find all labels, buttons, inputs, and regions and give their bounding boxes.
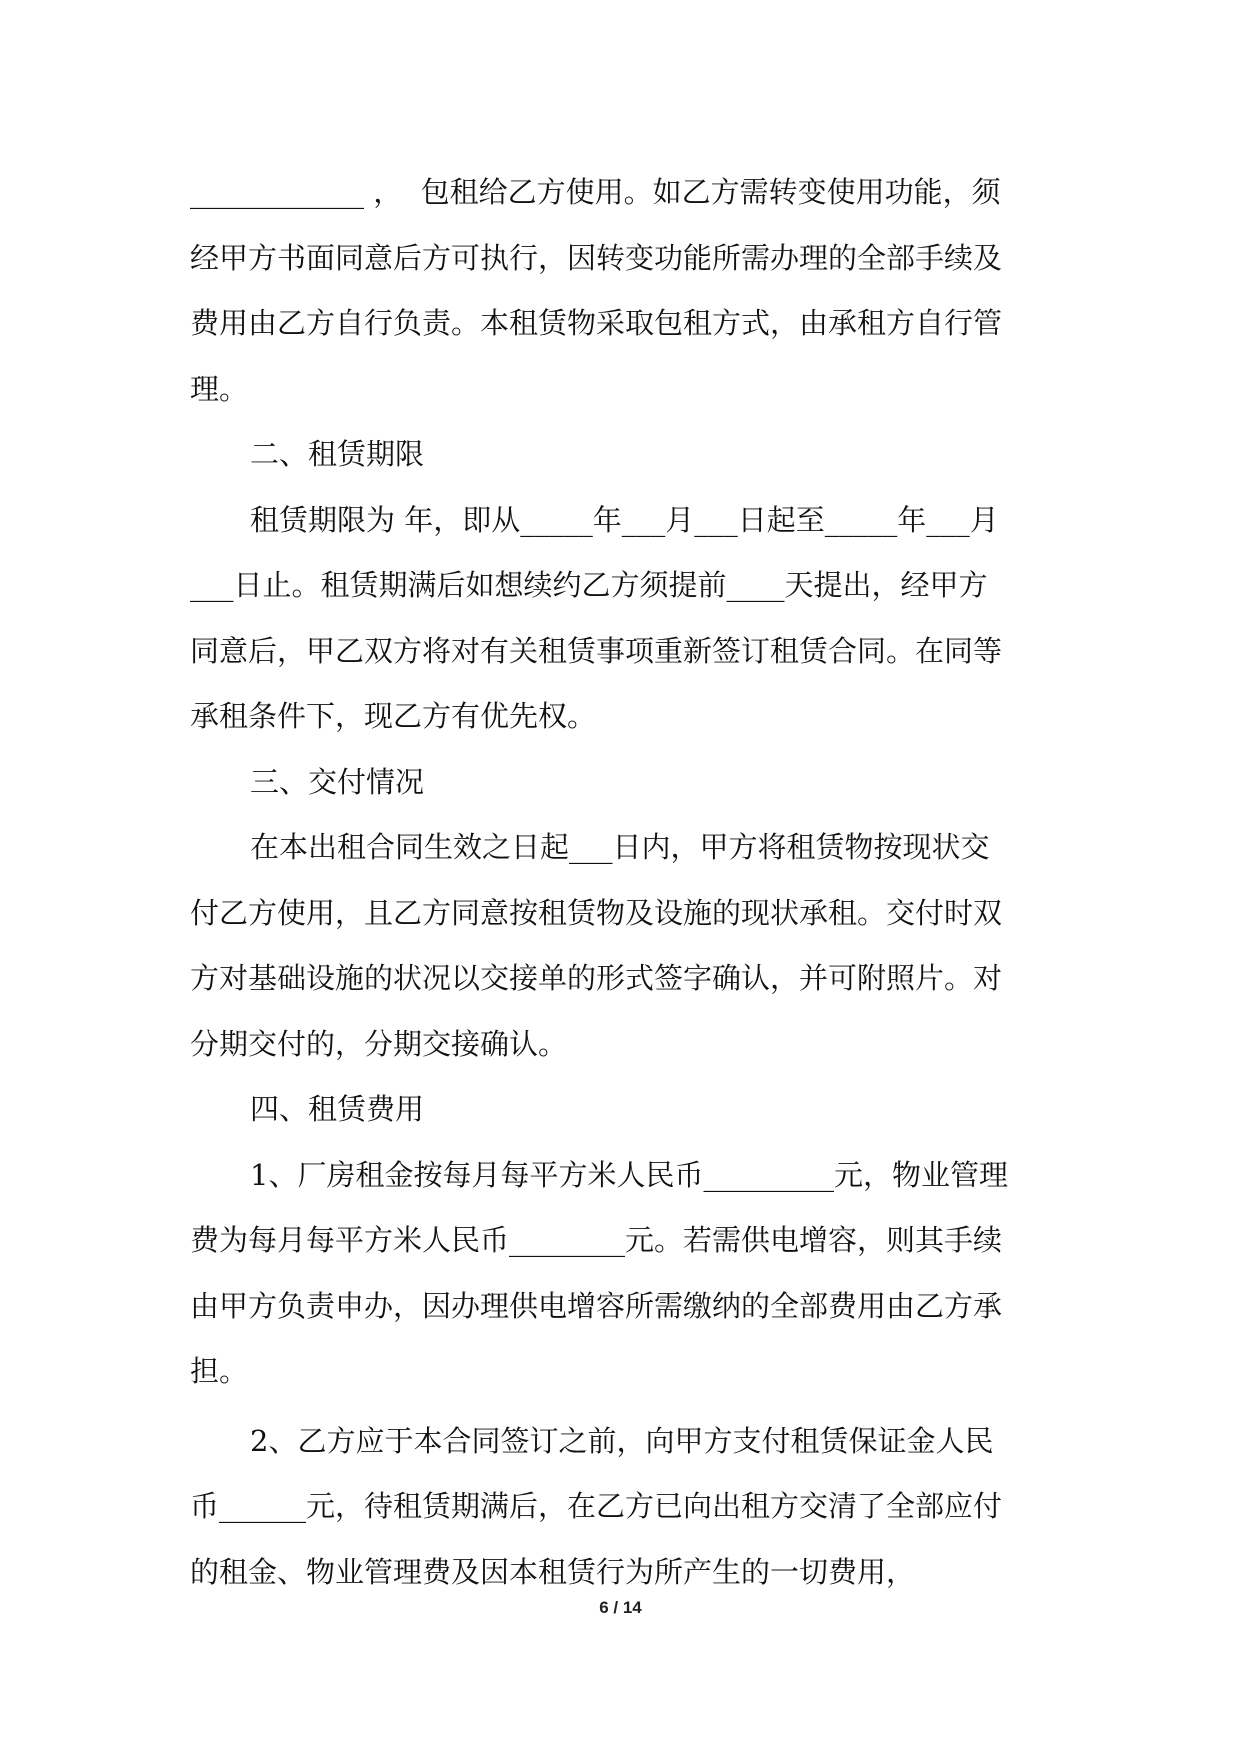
text-line: 同意后，甲乙双方将对有关租赁事项重新签订租赁合同。在同等	[190, 633, 1003, 668]
text-line: 由甲方负责申办，因办理供电增容所需缴纳的全部费用由乙方承	[190, 1288, 1003, 1323]
text-line: 租赁期限为 年，即从_____年___月___日起至_____年___月	[250, 502, 999, 537]
text-line: 付乙方使用，且乙方同意按租赁物及设施的现状承租。交付时双	[190, 895, 1003, 930]
text-line: 的租金、物业管理费及因本租赁行为所产生的一切费用，	[190, 1554, 916, 1589]
text-line: 方对基础设施的状况以交接单的形式签字确认，并可附照片。对	[190, 961, 1003, 995]
text-line: 分期交付的，分期交接确认。	[190, 1026, 568, 1061]
text-line: 承租条件下，现乙方有优先权。	[190, 699, 597, 733]
page-number: 6 / 14	[599, 1598, 642, 1617]
text-line: 理。	[190, 371, 249, 406]
text-line: 2、乙方应于本合同签订之前，向甲方支付租赁保证金人民	[250, 1423, 994, 1458]
text-line: 担。	[190, 1354, 249, 1388]
text-line: 1、厂房租金按每月每平方米人民币_________元，物业管理	[250, 1157, 1008, 1192]
text-line: 费用由乙方自行负责。本租赁物采取包租方式，由承租方自行管	[190, 306, 1003, 340]
section-heading-lease-fees: 四、租赁费用	[250, 1092, 425, 1126]
text-line: 经甲方书面同意后方可执行，因转变功能所需办理的全部手续及	[190, 240, 1003, 275]
text-line: ____________ ， 包租给乙方使用。如乙方需转变使用功能，须	[190, 175, 1001, 209]
text-line: 费为每月每平方米人民币________元。若需供电增容，则其手续	[190, 1223, 1003, 1257]
document-body	[190, 160, 1052, 1605]
section-heading-lease-term: 二、租赁期限	[250, 437, 425, 471]
text-line: 在本出租合同生效之日起___日内，甲方将租赁物按现状交	[250, 830, 990, 864]
text-line: 币______元，待租赁期满后，在乙方已向出租方交清了全部应付	[190, 1489, 1003, 1523]
section-heading-delivery: 三、交付情况	[250, 764, 425, 799]
text-line: ___日止。租赁期满后如想续约乙方须提前____天提出，经甲方	[190, 568, 988, 602]
